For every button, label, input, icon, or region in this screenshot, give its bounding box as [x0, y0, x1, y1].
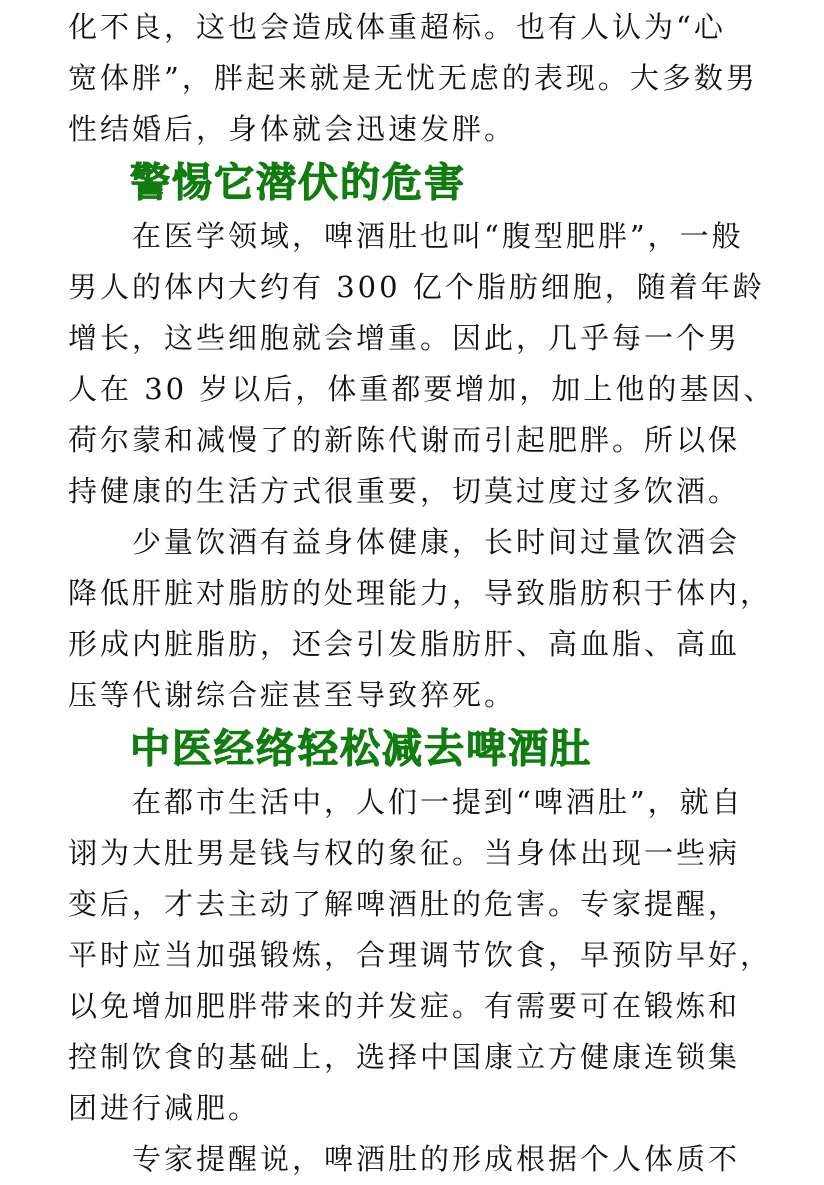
- text-line: 变后，才去主动了解啤酒肚的危害。专家提醒，: [68, 887, 741, 921]
- text-line: 男人的体内大约有 300 亿个脂肪细胞，随着年龄: [68, 270, 765, 304]
- text-line: 增长，这些细胞就会增重。因此，几乎每一个男: [68, 321, 741, 355]
- text-line: 诩为大肚男是钱与权的象征。当身体出现一些病: [68, 836, 741, 870]
- section-heading-tcm: 中医经络轻松减去啤酒肚: [130, 726, 592, 772]
- text-line: 少量饮酒有益身体健康，长时间过量饮酒会: [68, 525, 741, 559]
- paragraph-medical-field: [68, 211, 776, 517]
- text-line: 在都市生活中，人们一提到“啤酒肚”，就自: [68, 785, 744, 819]
- paragraph-expert-reminder: [68, 1134, 768, 1185]
- text-line: 控制饮食的基础上，选择中国康立方健康连锁集: [68, 1040, 741, 1074]
- text-line: 在医学领域，啤酒肚也叫“腹型肥胖”，一般: [68, 219, 744, 253]
- text-line: 压等代谢综合症甚至导致猝死。: [68, 678, 517, 712]
- text-column: [68, 0, 776, 1185]
- text-line: 专家提醒说，啤酒肚的形成根据个人体质不: [68, 1142, 741, 1176]
- text-line: 形成内脏脂肪，还会引发脂肪肝、高血脂、高血: [68, 627, 741, 661]
- text-line: 人在 30 岁以后，体重都要增加，加上他的基因、: [68, 372, 776, 406]
- text-line: 性结婚后，身体就会迅速发胖。: [68, 112, 517, 146]
- text-line: 持健康的生活方式很重要，切莫过度过多饮酒。: [68, 474, 741, 508]
- text-line: 宽体胖”，胖起来就是无忧无虑的表现。大多数男: [68, 61, 758, 95]
- text-line: 降低肝脏对脂肪的处理能力，导致脂肪积于体内，: [68, 576, 773, 610]
- paragraph-intro-continued: [68, 2, 768, 155]
- text-line: 化不良，这也会造成体重超标。也有人认为“心: [68, 10, 726, 44]
- text-line: 平时应当加强锻炼，合理调节饮食，早预防早好，: [68, 938, 773, 972]
- text-line: 团进行减肥。: [68, 1091, 261, 1125]
- section-heading-hazards: 警惕它潜伏的危害: [130, 160, 466, 206]
- paragraph-drinking: [68, 517, 773, 721]
- text-line: 以免增加肥胖带来的并发症。有需要可在锻炼和: [68, 989, 741, 1023]
- paragraph-city-life: [68, 777, 773, 1134]
- text-line: 荷尔蒙和减慢了的新陈代谢而引起肥胖。所以保: [68, 423, 741, 457]
